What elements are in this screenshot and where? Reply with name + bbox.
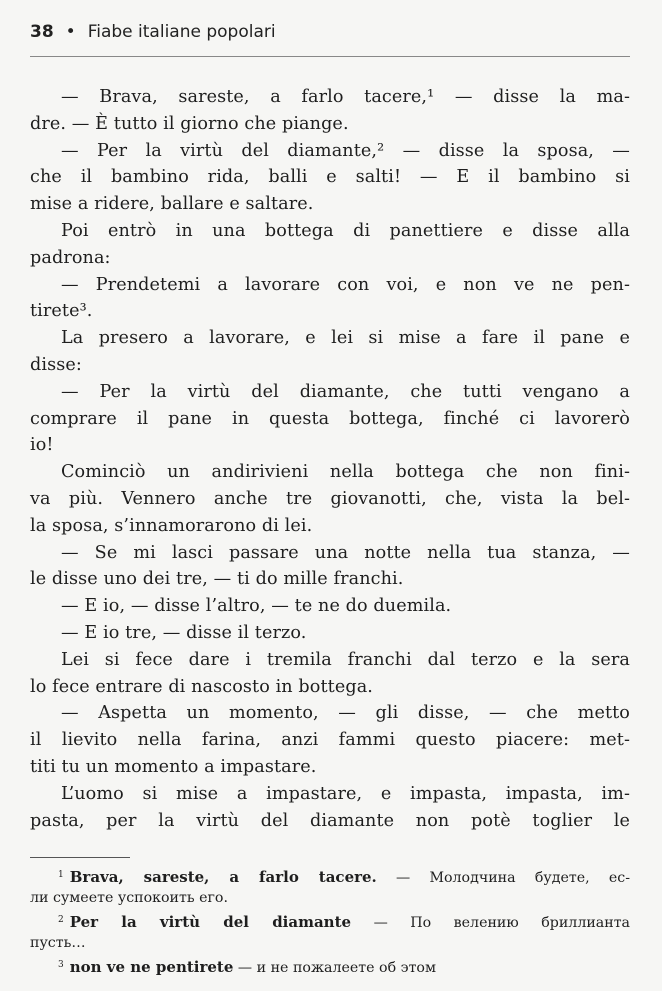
footnote	[30, 954, 630, 977]
body-text	[30, 84, 630, 834]
footnote-rule	[30, 857, 130, 858]
text-line: L’uomo si mise a impastare, e impasta, impasta, im-	[61, 783, 630, 804]
text-line: tirete³.	[30, 301, 93, 322]
text-line: padrona:	[30, 247, 111, 268]
text-line: la sposa, s’innamorarono di lei.	[30, 515, 313, 536]
text-line: — Per la virtù del diamante,² — disse la sposa, —	[61, 140, 630, 161]
text-line: titi tu un momento a impastare.	[30, 756, 317, 777]
text-line: — Per la virtù del diamante, che tutti vengano a	[61, 381, 630, 402]
footnote	[30, 909, 630, 932]
text-line: — Prendetemi a lavorare con voi, e non ve ne pen-	[61, 274, 630, 295]
text-line: — Brava, sareste, a farlo tacere,¹ — disse la ma-	[61, 87, 630, 107]
footnote-term: Brava, sareste, a farlo tacere.	[69, 868, 377, 886]
text-line: Cominciò un andirivieni nella bottega che non fini-	[61, 462, 630, 483]
text-line: — Aspetta un momento, — gli disse, — che metto	[61, 703, 630, 724]
footnote-translation: — Молодчина будете, ес-	[376, 870, 630, 886]
footnote-term: non ve ne pentirete	[69, 958, 234, 976]
text-line: — E io, — disse l’altro, — te ne do duemila.	[61, 596, 452, 617]
header-separator: •	[65, 22, 76, 42]
footnote-term: Per la virtù del diamante	[69, 913, 352, 931]
footnote-mark: 3	[58, 960, 64, 970]
text-line: il lievito nella farina, anzi fammi questo piacere: met-	[30, 730, 630, 751]
page-number: 38	[30, 22, 54, 42]
footnote-continuation: пусть…	[30, 934, 86, 951]
text-line: dre. — È tutto il giorno che piange.	[30, 113, 349, 134]
footnote-mark: 2	[58, 915, 64, 925]
footnote-translation: — и не пожалеете об этом	[233, 960, 436, 976]
text-line: che il bambino rida, balli e salti! — E il bambino si	[30, 167, 630, 188]
footnote	[30, 864, 630, 887]
text-line: lo fece entrare di nascosto in bottega.	[30, 676, 373, 697]
text-line: comprare il pane in questa bottega, finché ci lavorerò	[30, 408, 630, 429]
text-line: disse:	[30, 354, 82, 375]
footnote-translation: — По велению бриллианта	[351, 915, 631, 931]
text-line: — E io tre, — disse il terzo.	[61, 622, 307, 643]
footnote-continuation: ли сумеете успокоить его.	[30, 889, 228, 906]
header-rule	[30, 56, 630, 57]
footnotes	[30, 864, 630, 977]
text-line: — Se mi lasci passare una notte nella tua stanza, —	[61, 542, 630, 563]
text-line: le disse uno dei tre, — ti do mille franchi.	[30, 569, 404, 590]
text-line: va più. Vennero anche tre giovanotti, che, vista la bel-	[30, 488, 630, 509]
text-line: io!	[30, 435, 54, 456]
book-title: Fiabe italiane popolari	[87, 22, 276, 42]
text-line: pasta, per la virtù del diamante non potè toglier le	[30, 810, 630, 831]
text-line: Poi entrò in una bottega di panettiere e disse alla	[61, 220, 630, 241]
text-line: La presero a lavorare, e lei si mise a fare il pane e	[61, 328, 630, 349]
footnote-mark: 1	[58, 870, 64, 880]
text-line: Lei si fece dare i tremila franchi dal terzo e la sera	[61, 649, 630, 670]
running-header	[30, 22, 276, 42]
text-line: mise a ridere, ballare e saltare.	[30, 194, 314, 215]
